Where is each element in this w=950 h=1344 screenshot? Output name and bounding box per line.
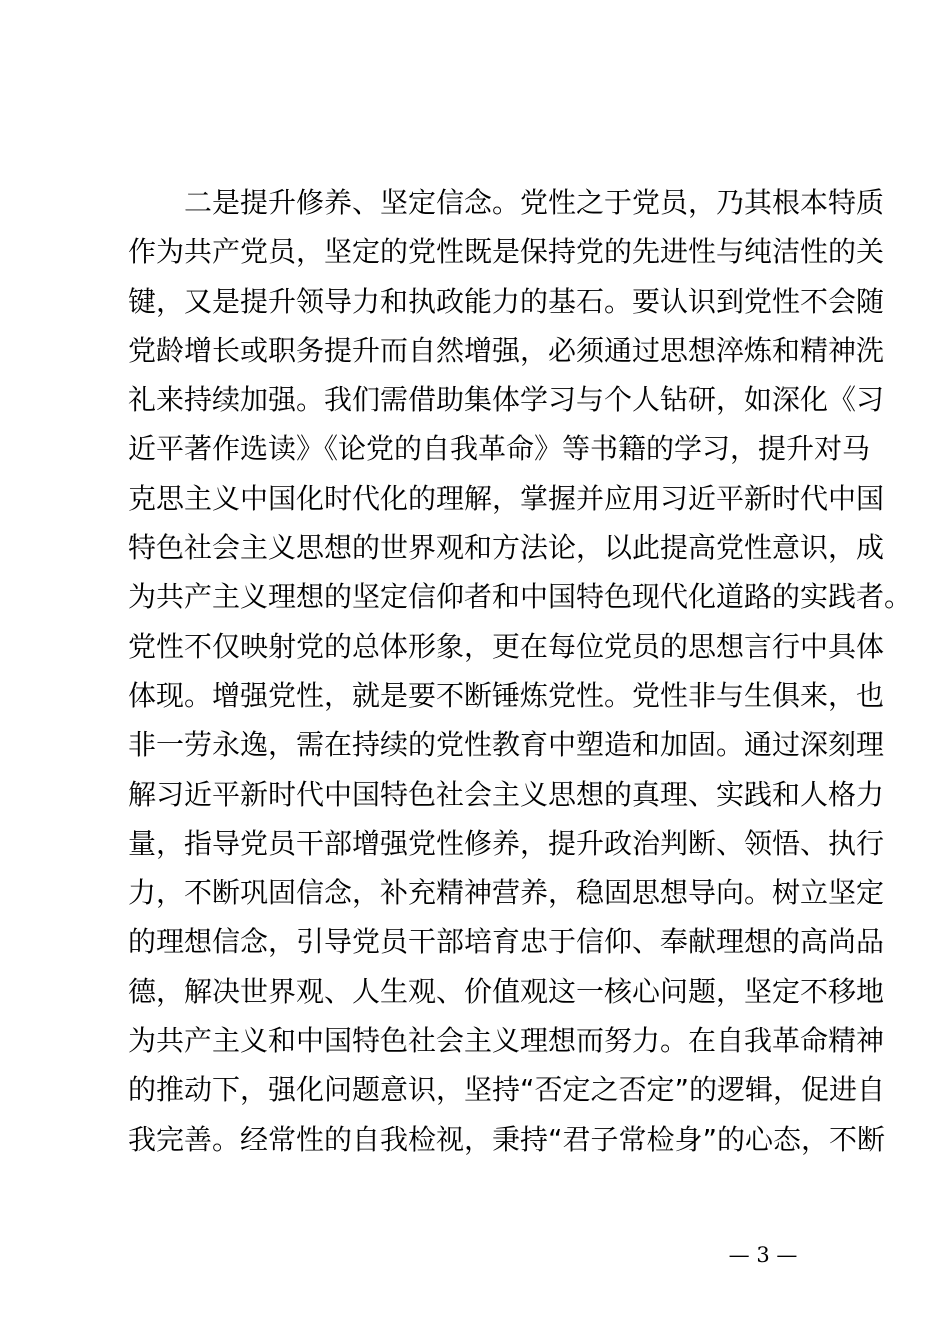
page-number: — 3 — [728, 1243, 798, 1267]
text-line: 德，解决世界观、人生观、价值观这一核心问题，坚定不移地 [128, 974, 885, 1008]
text-line: 的推动下，强化问题意识，坚持“否定之否定”的逻辑，促进自 [128, 1073, 886, 1107]
text-line: 作为共产党员，坚定的党性既是保持党的先进性与纯洁性的关 [128, 235, 885, 269]
text-line: 非一劳永逸，需在持续的党性教育中塑造和加固。通过深刻理 [128, 728, 885, 762]
text-line: 党性不仅映射党的总体形象，更在每位党员的思想言行中具体 [128, 629, 885, 663]
text-line: 我完善。经常性的自我检视，秉持“君子常检身”的心态，不断 [128, 1122, 886, 1156]
text-line: 克思主义中国化时代化的理解，掌握并应用习近平新时代中国 [128, 481, 885, 515]
text-line: 特色社会主义思想的世界观和方法论，以此提高党性意识，成 [128, 531, 885, 565]
text-line: 的理想信念，引导党员干部培育忠于信仰、奉献理想的高尚品 [128, 925, 885, 959]
text-line: 为共产主义和中国特色社会主义理想而努力。在自我革命精神 [128, 1024, 885, 1058]
text-line: 量，指导党员干部增强党性修养，提升政治判断、领悟、执行 [128, 826, 885, 860]
text-line: 为共产主义理想的坚定信仰者和中国特色现代化道路的实践者。 [128, 580, 913, 614]
text-line: 二是提升修养、坚定信念。党性之于党员，乃其根本特质 [184, 186, 885, 219]
body-paragraph [128, 178, 913, 1164]
text-line: 解习近平新时代中国特色社会主义思想的真理、实践和人格力 [128, 777, 885, 811]
text-line: 力，不断巩固信念，补充精神营养，稳固思想导向。树立坚定 [128, 876, 885, 910]
text-line: 近平著作选读》《论党的自我革命》等书籍的学习，提升对马 [128, 432, 871, 466]
text-line: 体现。增强党性，就是要不断锤炼党性。党性非与生俱来，也 [128, 678, 885, 712]
text-line: 礼来持续加强。我们需借助集体学习与个人钻研，如深化《习 [128, 383, 885, 417]
text-line: 党龄增长或职务提升而自然增强，必须通过思想淬炼和精神洗 [128, 333, 885, 367]
text-line: 键，又是提升领导力和执政能力的基石。要认识到党性不会随 [128, 284, 885, 318]
